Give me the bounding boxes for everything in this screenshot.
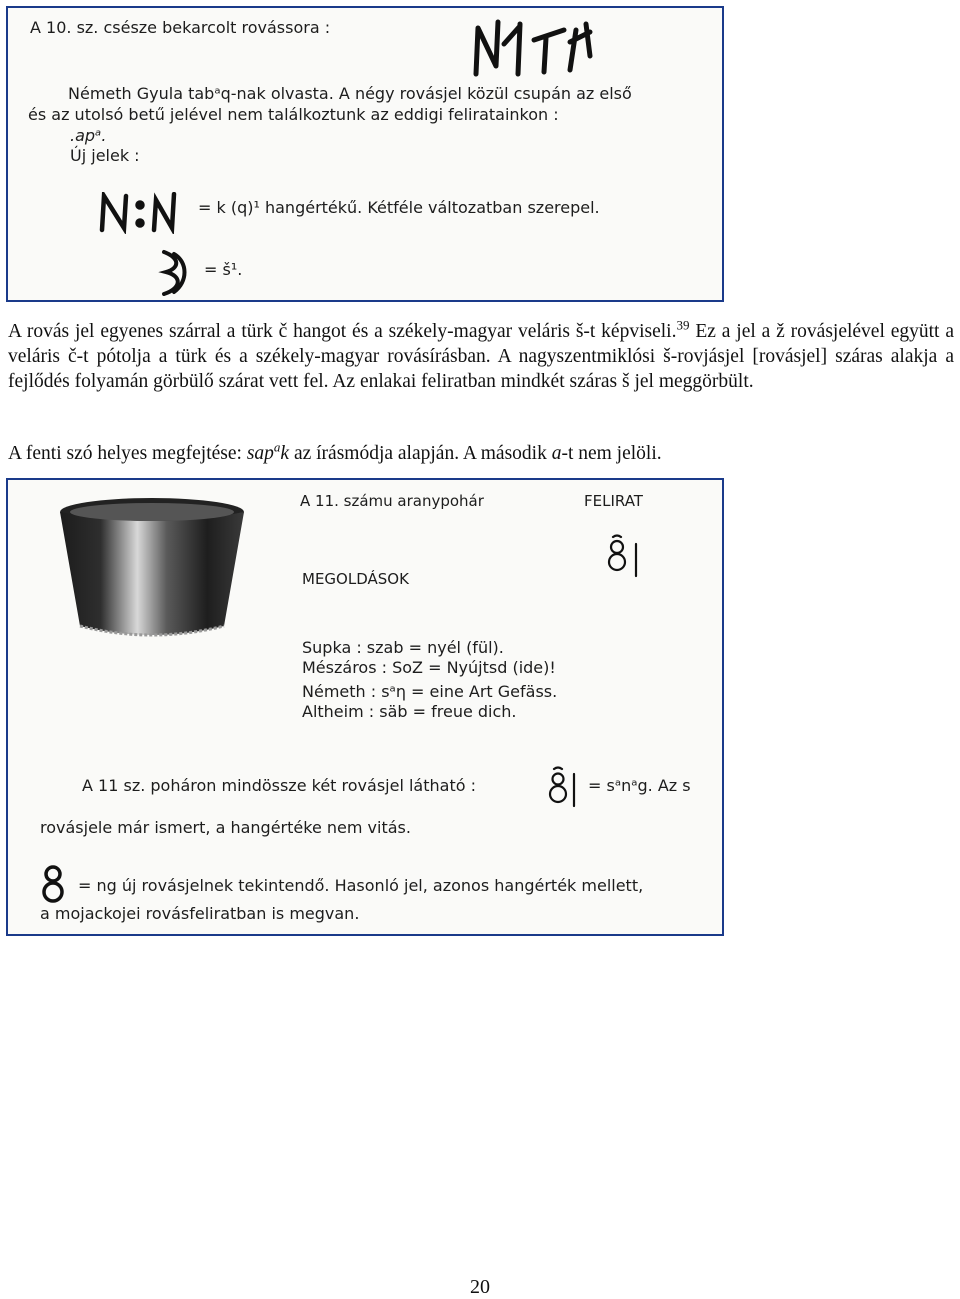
- scan1-line3: .apᵃ.: [70, 126, 107, 145]
- scan2-megoldasok-label: MEGOLDÁSOK: [302, 570, 409, 588]
- page-number: 20: [470, 1276, 490, 1298]
- scan1-line1: Németh Gyula tabᵃq-nak olvasta. A négy rovásjel közül csupán az első: [68, 84, 632, 103]
- runic-inscription-drawing: [468, 16, 598, 78]
- scan2-text-line-3: = ng új rovásjelnek tekintendő. Hasonló jel, azonos hangérték mellett,: [78, 876, 644, 895]
- scan1-heading: A 10. sz. csésze bekarcolt rovássora :: [30, 18, 331, 37]
- paragraph-2-italic-letter: a: [551, 443, 562, 464]
- scan2-solution-2: Mészáros : SoZ = Nyújtsd (ide)!: [302, 658, 556, 677]
- scan1-sign1-description: = k (q)¹ hangértékű. Kétféle változatban szerepel.: [198, 198, 600, 217]
- scan2-felirat-label: FELIRAT: [584, 492, 643, 510]
- rune-k-variants-drawing: [98, 192, 190, 234]
- scan-image-cup-10: [6, 6, 724, 302]
- paragraph-2-text-c: -t nem jelöli.: [561, 443, 662, 464]
- paragraph-2-text-a: A fenti szó helyes megfejtése:: [8, 443, 247, 464]
- scan2-text-line-1: A 11 sz. poháron mindössze két rovásjel látható :: [82, 776, 476, 795]
- inscription-runes-drawing: [606, 534, 646, 580]
- scan1-sign2-description: = š¹.: [204, 260, 243, 279]
- word-superscript: a: [273, 439, 281, 455]
- scan2-solution-1: Supka : szab = nyél (fül).: [302, 638, 504, 657]
- scan2-solution-3: Németh : sᵃη = eine Art Gefäss.: [302, 682, 558, 701]
- rune-s-drawing: [156, 248, 192, 296]
- paragraph-2-text-b: az írásmódja alapján. A második: [289, 443, 552, 464]
- two-runes-drawing: [548, 766, 582, 810]
- scan2-solution-4: Altheim : säb = freue dich.: [302, 702, 517, 721]
- rune-ng-drawing: [38, 864, 68, 904]
- scan2-title: A 11. számu aranypohár: [300, 492, 484, 510]
- word-base: sap: [246, 443, 274, 464]
- word-end: k: [280, 443, 290, 464]
- paragraph-1-text-b: Ez a jel a ž rovásjelével együtt a veláris č-t pótolja a türk és a székely-magyar rovásírásban. A nagyszentmiklósi š-rovjásjel [rovásjel] száras alakja a fejlődés folyamán görbülő szárat vett fel. Az enlakai feliratban mindkét száras š jel meggörbült.: [8, 321, 954, 392]
- scan1-new-signs-label: Új jelek :: [70, 146, 140, 165]
- scan2-text-line-2: rovásjele már ismert, a hangértéke nem vitás.: [40, 818, 411, 837]
- scan-image-gold-cup-11: [6, 478, 724, 936]
- scan1-line2: és az utolsó betű jelével nem találkoztunk az eddigi feliratainkon :: [28, 105, 559, 124]
- scan2-text-line-4: a mojackojei rovásfeliratban is megvan.: [40, 904, 360, 923]
- footnote-ref[interactable]: 39: [676, 317, 690, 333]
- paragraph-1: [8, 319, 954, 394]
- paragraph-1-text-a: A rovás jel egyenes szárral a türk č hangot és a székely-magyar veláris š-t képviseli.: [8, 321, 677, 342]
- scan2-text-line-1-end: = sᵃnᵃg. Az s: [588, 776, 691, 795]
- gold-cup-photo: [54, 494, 250, 644]
- paragraph-2: [8, 441, 954, 466]
